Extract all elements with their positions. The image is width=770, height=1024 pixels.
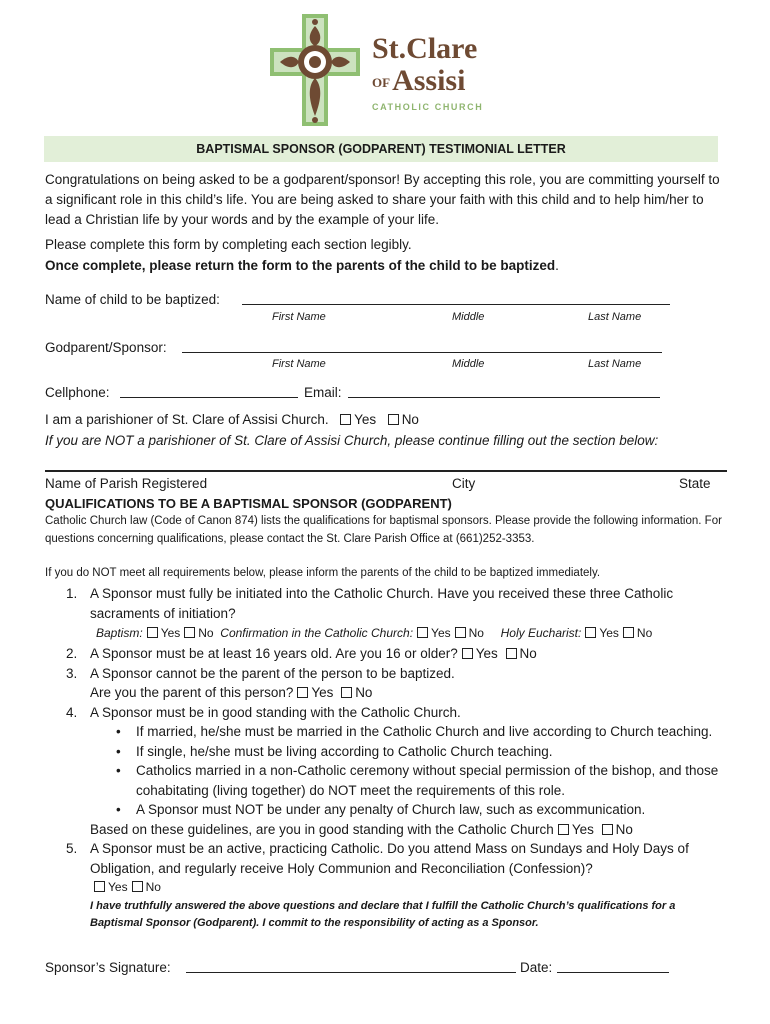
- qualifications-heading: QUALIFICATIONS TO BE A BAPTISMAL SPONSOR (GODPARENT): [45, 496, 452, 511]
- parent-yes-checkbox[interactable]: [297, 687, 308, 698]
- qualifications-intro: Catholic Church law (Code of Canon 874) lists the qualifications for baptismal sponsors. Please provide the following information. For questions concerning qualifications, please contact the St. Clare Parish Office at (661)252-3353.: [45, 515, 722, 545]
- confirmation-no-checkbox[interactable]: [455, 627, 466, 638]
- list-item: [58, 584, 738, 623]
- parishioner-no-checkbox[interactable]: [388, 414, 399, 425]
- declaration: I have truthfully answered the above questions and declare that I fulfill the Catholic Church’s qualifications for a Baptismal Sponsor (Godparent). I commit to the responsibility of acting as a Sponsor.: [90, 899, 676, 929]
- practicing-yes-label: Yes: [108, 880, 128, 894]
- item-text: A Sponsor must be an active, practicing Catholic. Do you attend Mass on Sundays and Holy Days of Obligation, and regularly receive Holy Communion and Reconciliation (Confession)?: [90, 841, 689, 876]
- item-number: 3.: [66, 665, 78, 681]
- parishioner-yes-checkbox[interactable]: [340, 414, 351, 425]
- bullet-item: • If single, he/she must be living according to Catholic Church teaching.: [116, 743, 553, 759]
- eucharist-label: Holy Eucharist:: [500, 626, 582, 640]
- baptism-label: Baptism:: [96, 626, 143, 640]
- email-label: Email:: [304, 385, 342, 400]
- state-label: State: [679, 476, 711, 491]
- item-number: 4.: [66, 704, 78, 720]
- standing-question-text: Based on these guidelines, are you in good standing with the Catholic Church: [90, 821, 554, 837]
- return-text: Once complete, please return the form to the parents of the child to be baptized: [45, 258, 556, 273]
- cellphone-label: Cellphone:: [45, 385, 110, 400]
- parent-yes-label: Yes: [311, 685, 334, 700]
- cross-icon: [270, 14, 360, 126]
- age-no-checkbox[interactable]: [506, 648, 517, 659]
- return-period: .: [555, 258, 559, 273]
- practicing-answer: [58, 878, 738, 898]
- bullet-item: • A Sponsor must NOT be under any penalty of Church law, such as excommunication.: [116, 802, 646, 817]
- list-item: [58, 839, 738, 878]
- list-item: [58, 664, 738, 684]
- qualifications-list: [58, 584, 738, 932]
- practicing-yes-checkbox[interactable]: [94, 881, 105, 892]
- item-number: 2.: [66, 646, 78, 661]
- parishioner-yes-label: Yes: [354, 412, 377, 427]
- date-line[interactable]: [557, 972, 669, 973]
- brand-line3: CATHOLIC CHURCH: [372, 102, 484, 113]
- return-instructions: [45, 256, 725, 276]
- bullet-text: If single, he/she must be living according to Catholic Church teaching.: [136, 743, 553, 759]
- bullet-item: • If married, he/she must be married in the Catholic Church and live according to Church teaching.: [116, 724, 713, 739]
- baptism-yes-checkbox[interactable]: [147, 627, 158, 638]
- page-title: BAPTISMAL SPONSOR (GODPARENT) TESTIMONIAL LETTER: [44, 136, 718, 162]
- eucharist-no-label: No: [636, 626, 653, 640]
- practicing-no-label: No: [145, 880, 161, 894]
- child-last-label: Last Name: [588, 311, 642, 323]
- parishioner-question: [45, 410, 419, 430]
- child-middle-label: Middle: [452, 311, 485, 323]
- sponsor-middle-label: Middle: [452, 358, 485, 370]
- confirmation-no-label: No: [468, 626, 484, 640]
- cellphone-line[interactable]: [120, 397, 298, 398]
- eucharist-yes-label: Yes: [599, 626, 619, 640]
- confirmation-yes-checkbox[interactable]: [417, 627, 428, 638]
- standing-question: [58, 820, 738, 840]
- bullet-text: If married, he/she must be married in the Catholic Church and live according to Church teaching.: [136, 724, 713, 739]
- sponsor-name-label: Godparent/Sponsor:: [45, 340, 167, 355]
- brand-assisi: Assisi: [392, 64, 466, 97]
- item-text: A Sponsor cannot be the parent of the person to be baptized.: [90, 665, 455, 681]
- eucharist-yes-checkbox[interactable]: [585, 627, 596, 638]
- sponsor-last-label: Last Name: [588, 358, 642, 370]
- parent-question-text: Are you the parent of this person?: [90, 685, 294, 700]
- age-yes-checkbox[interactable]: [462, 648, 473, 659]
- city-label: City: [452, 476, 476, 491]
- confirmation-label: Confirmation in the Catholic Church:: [220, 626, 414, 640]
- child-first-label: First Name: [272, 311, 326, 323]
- parish-label: Name of Parish Registered: [45, 476, 208, 491]
- sacraments-row: [58, 623, 738, 644]
- child-name-line[interactable]: [242, 304, 670, 305]
- item-number: 5.: [66, 841, 78, 856]
- item-text: A Sponsor must be at least 16 years old. Are you 16 or older?: [90, 646, 458, 661]
- item-text: A Sponsor must be in good standing with the Catholic Church.: [90, 704, 461, 720]
- parent-no-checkbox[interactable]: [341, 687, 352, 698]
- parishioner-no-label: No: [401, 412, 419, 427]
- brand-line2: [372, 66, 512, 98]
- eucharist-no-checkbox[interactable]: [623, 627, 634, 638]
- qualifications-warning: If you do NOT meet all requirements below, please inform the parents of the child to be baptized immediately.: [45, 567, 601, 579]
- parent-question: [58, 683, 738, 703]
- intro-instructions: Please complete this form by completing each section legibly.: [45, 237, 412, 252]
- bullet-text: A Sponsor must NOT be under any penalty of Church law, such as excommunication.: [136, 802, 646, 817]
- parishioner-text: I am a parishioner of St. Clare of Assisi Church.: [45, 412, 329, 427]
- email-line[interactable]: [348, 397, 660, 398]
- standing-no-label: No: [615, 821, 633, 837]
- brand-of: OF: [372, 75, 391, 91]
- age-no-label: No: [519, 646, 537, 661]
- standing-yes-checkbox[interactable]: [558, 824, 569, 835]
- age-yes-label: Yes: [475, 646, 498, 661]
- item-number: 1.: [66, 586, 78, 601]
- item-text: A Sponsor must fully be initiated into the Catholic Church. Have you received these three Catholic sacraments of initiation?: [90, 586, 674, 621]
- brand-line1: St.Clare: [372, 32, 478, 65]
- parent-no-label: No: [355, 685, 373, 700]
- list-item: [58, 644, 738, 664]
- sponsor-first-label: First Name: [272, 358, 326, 370]
- parish-line[interactable]: [45, 470, 727, 472]
- not-parishioner-note: If you are NOT a parishioner of St. Clare of Assisi Church, please continue filling out the section below:: [45, 433, 659, 448]
- child-name-label: Name of child to be baptized:: [45, 292, 220, 307]
- baptism-yes-label: Yes: [160, 626, 181, 640]
- standing-no-checkbox[interactable]: [602, 824, 613, 835]
- standing-yes-label: Yes: [571, 821, 594, 837]
- confirmation-yes-label: Yes: [431, 626, 451, 640]
- practicing-no-checkbox[interactable]: [132, 881, 143, 892]
- brand-wordmark: [372, 34, 512, 112]
- signature-label: Sponsor’s Signature:: [45, 960, 171, 975]
- bullet-text: Catholics married in a non-Catholic ceremony without special permission of the bishop, and those cohabitating (living together) do NOT meet the requirements of this role.: [136, 763, 719, 798]
- date-label: Date:: [520, 960, 553, 975]
- bullet-item: • Catholics married in a non-Catholic ceremony without special permission of the bishop, and those cohabitating (living together) do NOT meet the requirements of this role.: [116, 763, 719, 798]
- list-item: [58, 703, 738, 723]
- sponsor-name-line[interactable]: [182, 352, 662, 353]
- intro-paragraph: Congratulations on being asked to be a godparent/sponsor! By accepting this role, you are committing yourself to a significant role in this child’s life. You are being asked to share your faith with this child and to help him/her to lead a Christian life by your words and by the example of your life.: [45, 172, 720, 227]
- baptism-no-checkbox[interactable]: [184, 627, 195, 638]
- baptism-no-label: No: [198, 626, 214, 640]
- signature-line[interactable]: [186, 972, 516, 973]
